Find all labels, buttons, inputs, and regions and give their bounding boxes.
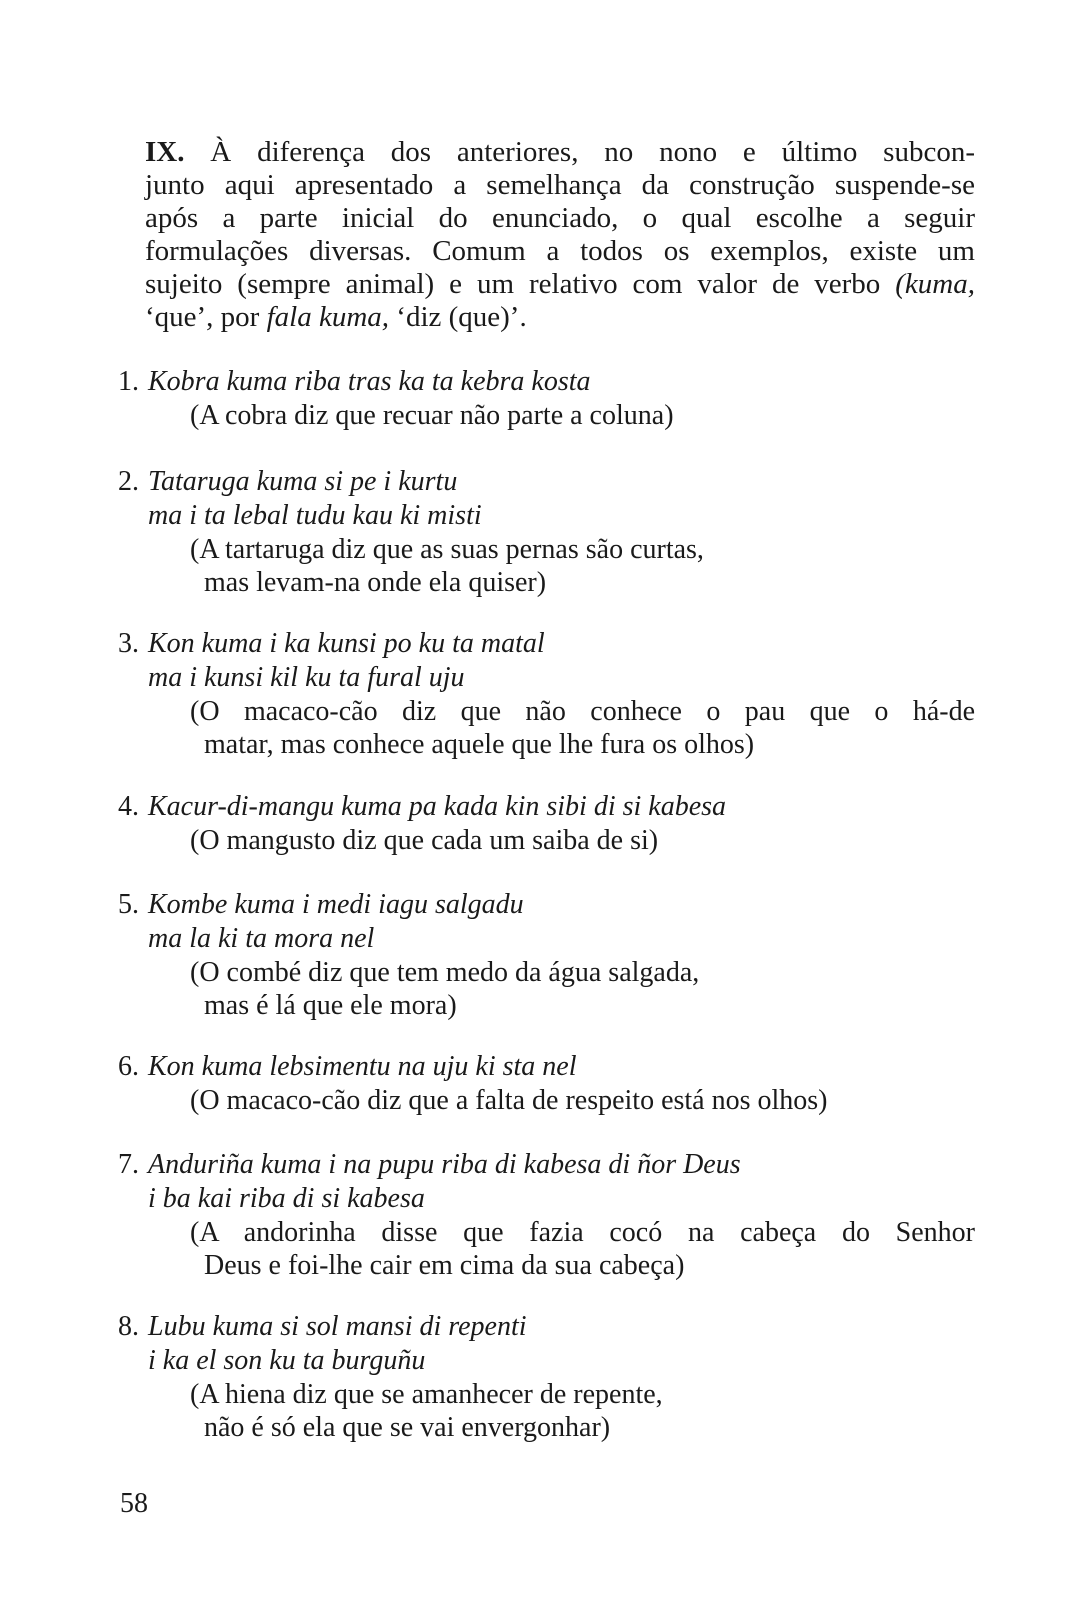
proverb-source: 7. Anduriña kuma i na pupu riba di kabesa di ñor Deus — [118, 1149, 741, 1180]
proverb-number: 5. — [118, 889, 139, 920]
proverb-translation: (A hiena diz que se amanhecer de repente, — [190, 1379, 663, 1410]
proverb-translation-cont: Deus e foi-lhe cair em cima da sua cabeça) — [204, 1250, 685, 1281]
section-number: IX. — [145, 136, 185, 168]
proverb-translation-cont: mas é lá que ele mora) — [204, 990, 457, 1021]
proverb-translation: (A cobra diz que recuar não parte a coluna) — [190, 400, 674, 431]
intro-line-5: sujeito (sempre animal) e um relativo com valor de verbo (kuma, — [145, 268, 975, 300]
proverb-source: 5. Kombe kuma i medi iagu salgadu — [118, 889, 524, 920]
proverb-source: 6. Kon kuma lebsimentu na uju ki sta nel — [118, 1051, 577, 1082]
intro-line-6: ‘que’, por fala kuma, ‘diz (que)’. — [145, 301, 527, 333]
proverb-entry-8 — [118, 1310, 988, 1444]
proverb-entry-1 — [118, 365, 988, 432]
proverb-entry-2 — [118, 465, 988, 599]
proverb-source: 2. Tataruga kuma si pe i kurtu — [118, 466, 458, 497]
proverb-entry-3 — [118, 627, 988, 761]
proverb-source-cont: ma la ki ta mora nel — [148, 923, 375, 954]
proverb-source-cont: i ka el son ku ta burguñu — [148, 1345, 426, 1376]
proverb-translation-cont: matar, mas conhece aquele que lhe fura os olhos) — [204, 729, 755, 760]
proverb-source-cont: i ba kai riba di si kabesa — [148, 1183, 425, 1214]
intro-line-1: IX. À diferença dos anteriores, no nono e último subcon- — [145, 136, 975, 168]
intro-line-2: junto aqui apresentado a semelhança da construção suspende-se — [145, 169, 975, 201]
proverb-translation: (O mangusto diz que cada um saiba de si) — [190, 825, 659, 856]
proverb-translation-cont: não é só ela que se vai envergonhar) — [204, 1412, 611, 1443]
proverb-source: 3. Kon kuma i ka kunsi po ku ta matal — [118, 628, 545, 659]
proverb-entry-5 — [118, 888, 988, 1022]
proverb-number: 2. — [118, 466, 139, 497]
proverb-entry-7 — [118, 1148, 988, 1282]
proverb-translation: (O combé diz que tem medo da água salgada, — [190, 957, 700, 988]
proverb-source: 8. Lubu kuma si sol mansi di repenti — [118, 1311, 527, 1342]
proverb-source-cont: ma i ta lebal tudu kau ki misti — [148, 500, 482, 531]
intro-line-4: formulações diversas. Comum a todos os exemplos, existe um — [145, 235, 975, 267]
proverb-translation: (A andorinha disse que fazia cocó na cabeça do Senhor — [190, 1217, 975, 1248]
intro-line-3: após a parte inicial do enunciado, o qual escolhe a seguir — [145, 202, 975, 234]
proverb-number: 7. — [118, 1149, 139, 1180]
proverb-source: 4. Kacur-di-mangu kuma pa kada kin sibi di si kabesa — [118, 791, 727, 822]
proverb-entry-6 — [118, 1050, 988, 1117]
intro-paragraph — [145, 136, 975, 334]
proverb-number: 6. — [118, 1051, 139, 1082]
proverb-source: 1. Kobra kuma riba tras ka ta kebra kosta — [118, 366, 591, 397]
proverb-translation: (O macaco-cão diz que não conhece o pau que o há-de — [190, 696, 975, 727]
proverb-source-cont: ma i kunsi kil ku ta fural uju — [148, 662, 465, 693]
page-number: 58 — [120, 1488, 148, 1519]
proverb-number: 8. — [118, 1311, 139, 1342]
proverb-number: 3. — [118, 628, 139, 659]
proverb-translation: (O macaco-cão diz que a falta de respeito está nos olhos) — [190, 1085, 828, 1116]
proverb-entry-4 — [118, 790, 988, 857]
proverb-translation-cont: mas levam-na onde ela quiser) — [204, 567, 547, 598]
proverb-number: 1. — [118, 366, 139, 397]
proverb-translation: (A tartaruga diz que as suas pernas são curtas, — [190, 534, 704, 565]
proverb-number: 4. — [118, 791, 139, 822]
